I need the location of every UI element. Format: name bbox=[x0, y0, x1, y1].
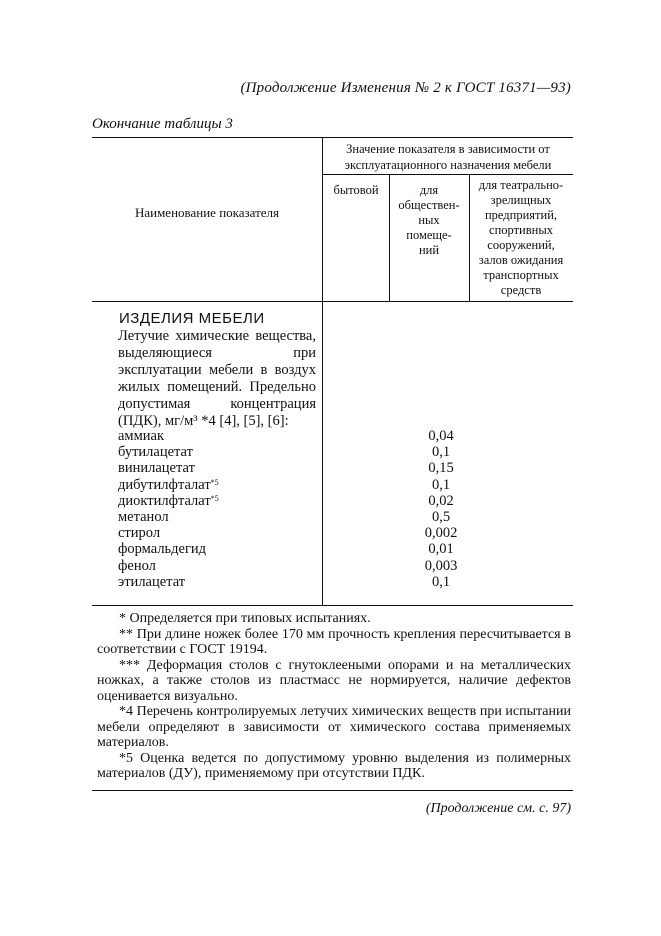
divider bbox=[92, 301, 573, 302]
substance-name: фенол bbox=[118, 557, 156, 574]
footnotes bbox=[92, 605, 573, 782]
substance-name: диоктилфталат$^{*5}$ bbox=[118, 492, 219, 509]
substance-name: аммиак bbox=[118, 428, 165, 444]
footnote-ref: *5 bbox=[210, 477, 219, 487]
substance-value: 0,15 bbox=[428, 460, 454, 477]
substance-value: 0,02 bbox=[428, 492, 454, 509]
footnote: ** При длине ножек более 170 мм прочность крепления пересчитывается в соответствии с ГОСТ 19194. bbox=[97, 626, 571, 657]
substance-name: бутилацетат bbox=[118, 444, 193, 461]
table-row bbox=[118, 525, 572, 541]
table-3 bbox=[92, 137, 573, 791]
column-header-household: бытовой bbox=[333, 183, 379, 197]
substance-name: стирол bbox=[118, 525, 161, 542]
table-row bbox=[118, 477, 572, 493]
divider bbox=[322, 174, 573, 175]
substance-name: метанол bbox=[118, 508, 169, 525]
table-caption: Окончание таблицы 3 bbox=[92, 116, 233, 132]
indicator-description: Летучие химические вещества, выделяющиеся при эксплуатации мебели в воздух жилых помещений. Предельно допустимая концентрация (ПДК), мг/м³ *4 [4], [5], [6]: bbox=[118, 328, 316, 429]
substance-value: 0,1 bbox=[431, 444, 451, 461]
table-row bbox=[118, 493, 572, 509]
substance-name: винилацетат bbox=[118, 460, 195, 477]
table-row bbox=[118, 444, 572, 460]
table-row bbox=[118, 509, 572, 525]
column-header-name: Наименование показателя bbox=[134, 205, 280, 220]
table-row bbox=[118, 558, 572, 574]
column-header-public: для обществен- ных помеще- ний bbox=[398, 183, 460, 257]
footnote: * Определяется при типовых испытаниях. bbox=[119, 611, 371, 626]
substance-name: этилацетат bbox=[118, 573, 186, 590]
substance-value: 0,1 bbox=[431, 476, 451, 493]
column-header-theatre: для театрально- зрелищных предприятий, спортивных сооружений, залов ожидания транспортных средств bbox=[478, 178, 564, 297]
substance-value: 0,002 bbox=[424, 525, 458, 542]
substance-value: 0,1 bbox=[431, 573, 451, 590]
substance-name: дибутилфталат$^{*5}$ bbox=[118, 476, 219, 493]
table-row bbox=[118, 574, 572, 590]
substance-value: 0,003 bbox=[424, 557, 458, 574]
section-title: ИЗДЕЛИЯ МЕБЕЛИ bbox=[119, 310, 265, 327]
footnote: *5 Оценка ведется по допустимому уровню выделения из полимерных материалов (ДУ), применяемому при отсутствии ПДК. bbox=[97, 750, 571, 781]
table-row bbox=[118, 460, 572, 476]
substance-value: 0,5 bbox=[431, 508, 451, 525]
substance-value: 0,01 bbox=[428, 541, 454, 558]
substance-list bbox=[118, 428, 572, 590]
substance-name: формальдегид bbox=[118, 541, 207, 558]
table-row bbox=[118, 428, 572, 444]
substance-value: 0,04 bbox=[428, 428, 454, 444]
column-header-group: Значение показателя в зависимости от эксплуатационного назначения мебели bbox=[344, 142, 552, 172]
footnote: *4 Перечень контролируемых летучих химических веществ при испытании мебели определяют в зависимости от химического состава применяемых материалов. bbox=[97, 704, 571, 750]
footnote-ref: *5 bbox=[210, 493, 219, 503]
page-header-note: (Продолжение Изменения № 2 к ГОСТ 16371—93) bbox=[240, 80, 571, 96]
table-row bbox=[118, 541, 572, 557]
footnote: *** Деформация столов с гнутоклееными опорами и на металлических ножках, а также столов из пластмасс не нормируется, наличие дефектов оценивается визуально. bbox=[97, 657, 571, 704]
continuation-note: (Продолжение см. с. 97) bbox=[425, 801, 571, 816]
